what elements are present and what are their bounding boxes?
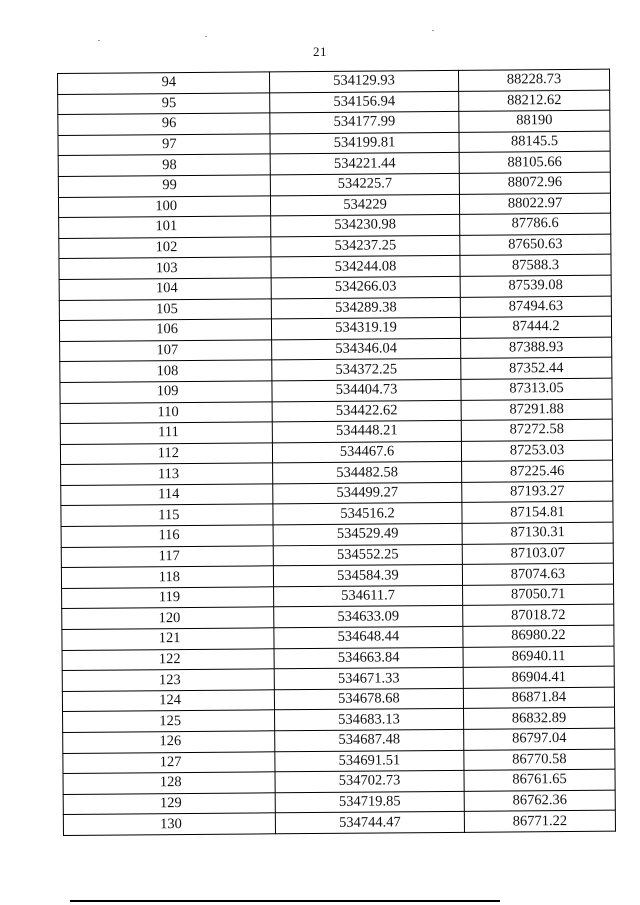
point-number: 127	[159, 753, 182, 771]
x-coordinate-cell: 534229	[270, 194, 459, 216]
y-coordinate-cell: 87313.05	[461, 378, 612, 400]
point-number: 105	[156, 300, 178, 318]
point-number-cell	[63, 751, 275, 773]
point-number: 113	[157, 465, 180, 482]
point-number: 121	[158, 630, 181, 647]
point-number: 106	[156, 321, 179, 338]
y-coordinate-cell: 88212.62	[459, 90, 610, 112]
x-coordinate-cell: 534448.21	[272, 420, 461, 442]
y-coordinate-cell: 86797.04	[464, 728, 615, 750]
point-number: 124	[159, 692, 181, 709]
x-coordinate-cell: 534702.73	[275, 771, 464, 793]
x-coordinate-cell: 534289.38	[271, 297, 460, 319]
x-coordinate-cell: 534687.48	[275, 729, 464, 751]
point-number-cell	[59, 257, 271, 279]
y-coordinate-cell: 87388.93	[461, 337, 612, 359]
x-coordinate-cell: 534422.62	[272, 400, 461, 422]
x-coordinate-cell: 534611.7	[274, 585, 463, 607]
y-coordinate-cell: 86771.22	[464, 811, 615, 833]
x-coordinate-cell: 534221.44	[270, 153, 459, 175]
point-number: 122	[158, 650, 181, 668]
point-number: 98	[162, 156, 177, 173]
point-number-cell	[62, 690, 274, 712]
y-coordinate-cell: 88228.73	[458, 69, 609, 91]
point-number-cell	[58, 175, 270, 197]
point-number: 99	[162, 177, 177, 194]
y-coordinate-cell: 86762.36	[464, 790, 615, 812]
y-coordinate-cell: 87018.72	[463, 605, 614, 627]
point-number-cell	[60, 422, 272, 444]
y-coordinate-cell: 87539.08	[460, 275, 611, 297]
y-coordinate-cell: 87786.6	[460, 213, 611, 235]
y-coordinate-cell: 87494.63	[460, 296, 611, 318]
y-coordinate-cell: 86871.84	[463, 687, 614, 709]
point-number-cell	[62, 607, 274, 629]
point-number-cell	[61, 545, 273, 567]
y-coordinate-cell: 86940.11	[463, 646, 614, 668]
point-number-cell	[58, 113, 270, 135]
point-number-cell	[63, 793, 275, 815]
point-number-cell	[58, 195, 270, 217]
scan-speck	[205, 36, 207, 37]
x-coordinate-cell: 534663.84	[274, 647, 463, 669]
point-number-cell	[59, 237, 271, 259]
y-coordinate-cell: 87103.07	[462, 543, 613, 565]
x-coordinate-cell: 534648.44	[274, 626, 463, 648]
x-coordinate-cell: 534744.47	[275, 812, 464, 834]
x-coordinate-cell: 534633.09	[274, 606, 463, 628]
point-number-cell	[58, 154, 270, 176]
x-coordinate-cell: 534467.6	[272, 441, 461, 463]
point-number-cell	[61, 484, 273, 506]
y-coordinate-cell: 86832.89	[464, 708, 615, 730]
point-number: 114	[158, 486, 180, 503]
point-number: 101	[155, 218, 178, 235]
point-number-cell	[58, 92, 270, 114]
point-number-cell	[60, 340, 272, 362]
point-number: 123	[158, 671, 181, 688]
y-coordinate-cell: 87225.46	[462, 460, 613, 482]
point-number-cell	[59, 278, 271, 300]
y-coordinate-cell: 86904.41	[463, 666, 614, 688]
x-coordinate-cell: 534319.19	[271, 317, 460, 339]
point-number: 125	[159, 712, 182, 729]
point-number-cell	[62, 628, 274, 650]
point-number-cell	[59, 298, 271, 320]
point-number-cell	[63, 710, 275, 732]
y-coordinate-cell: 88145.5	[459, 131, 610, 153]
x-coordinate-cell: 534177.99	[270, 112, 459, 134]
point-number-cell	[62, 587, 274, 609]
x-coordinate-cell: 534683.13	[275, 709, 464, 731]
point-number: 102	[155, 239, 178, 256]
x-coordinate-cell: 534346.04	[272, 338, 461, 360]
point-number: 103	[155, 259, 178, 276]
y-coordinate-cell: 88105.66	[459, 152, 610, 174]
y-coordinate-cell: 86761.65	[464, 769, 615, 791]
point-number-cell	[63, 813, 275, 835]
y-coordinate-cell: 87291.88	[461, 399, 612, 421]
point-number: 126	[159, 733, 182, 750]
point-number: 118	[158, 568, 181, 585]
point-number: 120	[158, 609, 181, 626]
x-coordinate-cell: 534482.58	[273, 462, 462, 484]
scan-speck	[432, 30, 434, 31]
y-coordinate-cell: 87444.2	[460, 316, 611, 338]
point-number-cell	[62, 648, 274, 670]
y-coordinate-cell: 88022.97	[459, 193, 610, 215]
y-coordinate-cell: 87272.58	[461, 419, 612, 441]
x-coordinate-cell: 534552.25	[273, 544, 462, 566]
point-number: 130	[160, 815, 182, 832]
table-row	[63, 811, 615, 836]
point-number-cell	[59, 319, 271, 341]
point-number: 109	[156, 383, 179, 400]
y-coordinate-cell: 86770.58	[464, 749, 615, 771]
x-coordinate-cell: 534719.85	[275, 791, 464, 813]
point-number-cell	[61, 566, 273, 588]
point-number-cell	[60, 401, 272, 423]
x-coordinate-cell: 534529.49	[273, 523, 462, 545]
x-coordinate-cell: 534199.81	[270, 132, 459, 154]
x-coordinate-cell: 534372.25	[272, 359, 461, 381]
point-number-cell	[61, 463, 273, 485]
x-coordinate-cell: 534671.33	[274, 668, 463, 690]
y-coordinate-cell: 87253.03	[461, 440, 612, 462]
point-number: 128	[159, 774, 182, 791]
coordinate-table-body	[58, 69, 616, 835]
point-number-cell	[58, 134, 270, 156]
scan-edge-line	[70, 900, 500, 902]
y-coordinate-cell: 87050.71	[463, 584, 614, 606]
point-number: 100	[155, 197, 178, 215]
point-number-cell	[61, 525, 273, 547]
y-coordinate-cell: 88190	[459, 110, 610, 132]
x-coordinate-cell: 534230.98	[271, 214, 460, 236]
point-number: 94	[161, 74, 177, 91]
point-number: 95	[161, 94, 177, 112]
y-coordinate-cell: 87154.81	[462, 502, 613, 524]
x-coordinate-cell: 534691.51	[275, 750, 464, 772]
point-number-cell	[62, 669, 274, 691]
point-number-cell	[59, 216, 271, 238]
point-number: 116	[158, 527, 180, 544]
y-coordinate-cell: 87352.44	[461, 357, 612, 379]
point-number: 108	[156, 362, 179, 379]
point-number: 115	[158, 506, 180, 523]
point-number-cell	[60, 360, 272, 382]
point-number: 110	[157, 403, 179, 421]
x-coordinate-cell: 534499.27	[273, 482, 462, 504]
x-coordinate-cell: 534225.7	[270, 173, 459, 195]
point-number: 117	[158, 548, 180, 565]
point-number: 96	[161, 115, 177, 132]
y-coordinate-cell: 87650.63	[460, 234, 611, 256]
point-number: 104	[155, 280, 178, 297]
point-number-cell	[61, 504, 273, 526]
point-number-cell	[63, 731, 275, 753]
point-number: 112	[157, 445, 180, 462]
y-coordinate-cell: 87130.31	[462, 522, 613, 544]
point-number: 107	[156, 342, 179, 359]
x-coordinate-cell: 534584.39	[273, 565, 462, 587]
x-coordinate-cell: 534266.03	[271, 276, 460, 298]
page-number: 21	[313, 44, 327, 59]
coordinate-table	[57, 69, 616, 836]
x-coordinate-cell: 534237.25	[271, 235, 460, 257]
point-number: 97	[162, 136, 177, 153]
x-coordinate-cell: 534244.08	[271, 256, 460, 278]
x-coordinate-cell: 534516.2	[273, 503, 462, 525]
x-coordinate-cell: 534156.94	[270, 91, 459, 113]
y-coordinate-cell: 88072.96	[459, 172, 610, 194]
y-coordinate-cell: 87074.63	[462, 563, 613, 585]
point-number-cell	[58, 72, 270, 94]
x-coordinate-cell: 534404.73	[272, 379, 461, 401]
y-coordinate-cell: 86980.22	[463, 625, 614, 647]
point-number-cell	[63, 772, 275, 794]
point-number: 111	[158, 424, 179, 441]
y-coordinate-cell: 87588.3	[460, 254, 611, 276]
point-number: 119	[158, 589, 181, 606]
scan-speck	[98, 40, 100, 41]
point-number-cell	[60, 381, 272, 403]
y-coordinate-cell: 87193.27	[462, 481, 613, 503]
x-coordinate-cell: 534678.68	[274, 688, 463, 710]
point-number-cell	[60, 443, 272, 465]
x-coordinate-cell: 534129.93	[269, 70, 458, 92]
point-number: 129	[159, 795, 182, 812]
